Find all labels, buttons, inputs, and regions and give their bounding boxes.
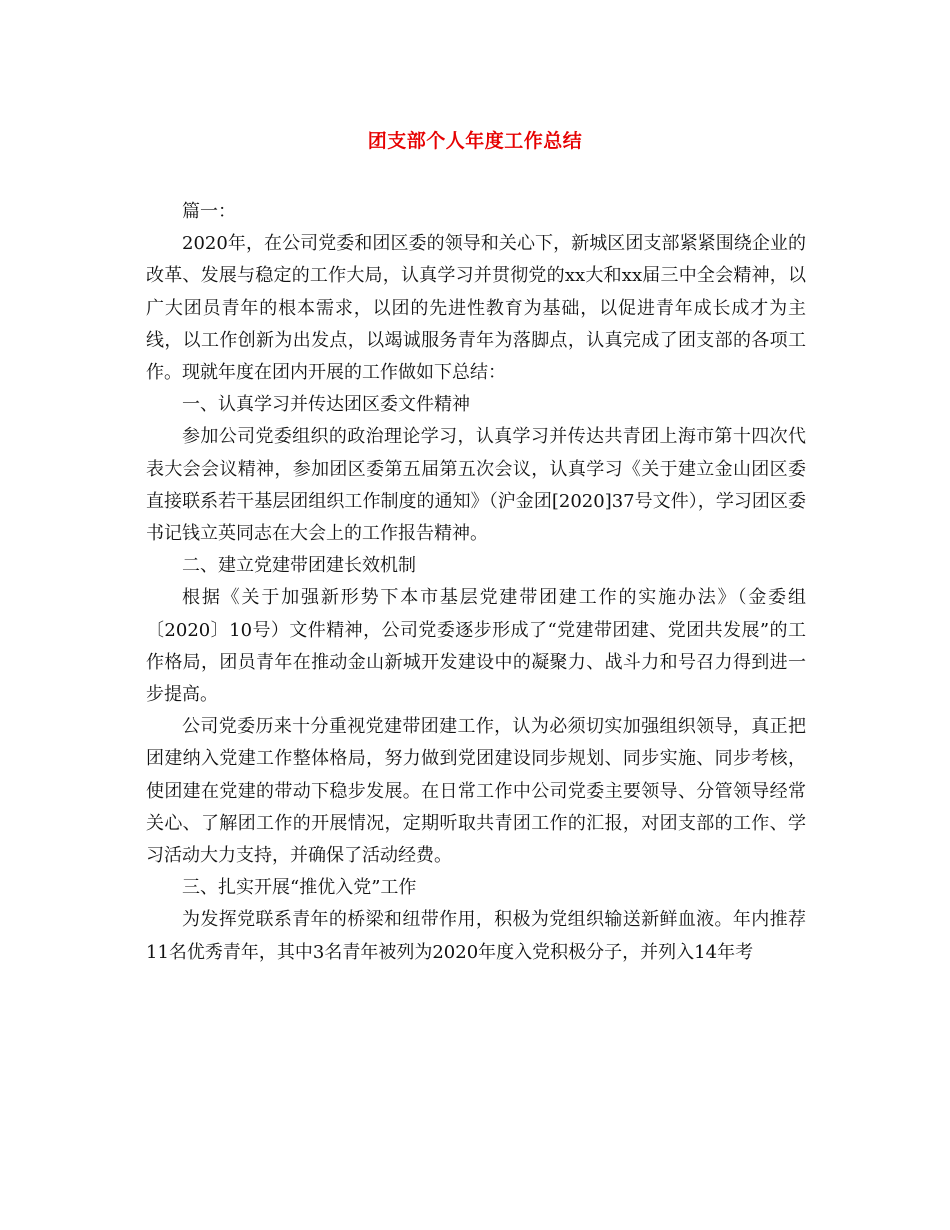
section-label: 篇一： [182,201,236,222]
body-paragraph: 参加公司党委组织的政治理论学习，认真学习并传达共青团上海市第十四次代表大会会议精神，参加团区委第五届第五次会议，认真学习《关于建立金山团区委直接联系若干基层团组织工作制度的通知》（沪金团[2020]37号文件），学习团区委书记钱立英同志在大会上的工作报告精神。 [146,426,806,545]
section-heading: 二、建立党建带团建长效机制 [182,555,416,577]
body-paragraph: 2020年，在公司党委和团区委的领导和关心下，新城区团支部紧紧围绕企业的改革、发展与稳定的工作大局，认真学习并贯彻党的xx大和xx届三中全会精神，以广大团员青年的根本需求，以团的先进性教育为基础，以促进青年成长成才为主线，以工作创新为出发点，以竭诚服务青年为落脚点，认真完成了团支部的各项工作。现就年度在团内开展的工作做如下总结： [146,233,806,384]
document-title: 团支部个人年度工作总结 [367,130,583,152]
body-paragraph: 为发挥党联系青年的桥梁和纽带作用，积极为党组织输送新鲜血液。年内推荐11名优秀青年，其中3名青年被列为2020年度入党积极分子，并列入14年考 [146,909,806,963]
section-heading: 一、认真学习并传达团区委文件精神 [182,394,470,416]
body-paragraph: 公司党委历来十分重视党建带团建工作，认为必须切实加强组织领导，真正把团建纳入党建工作整体格局，努力做到党团建设同步规划、同步实施、同步考核，使团建在党建的带动下稳步发展。在日常工作中公司党委主要领导、分管领导经常关心、了解团工作的开展情况，定期听取共青团工作的汇报，对团支部的工作、学习活动大力支持，并确保了活动经费。 [146,716,806,867]
body-paragraph: 根据《关于加强新形势下本市基层党建带团建工作的实施办法》（金委组〔2020〕10号）文件精神，公司党委逐步形成了“党建带团建、党团共发展”的工作格局，团员青年在推动金山新城开发建设中的凝聚力、战斗力和号召力得到进一步提高。 [146,587,806,706]
section-heading: 三、扎实开展“推优入党”工作 [182,877,417,899]
document-body [146,196,806,969]
